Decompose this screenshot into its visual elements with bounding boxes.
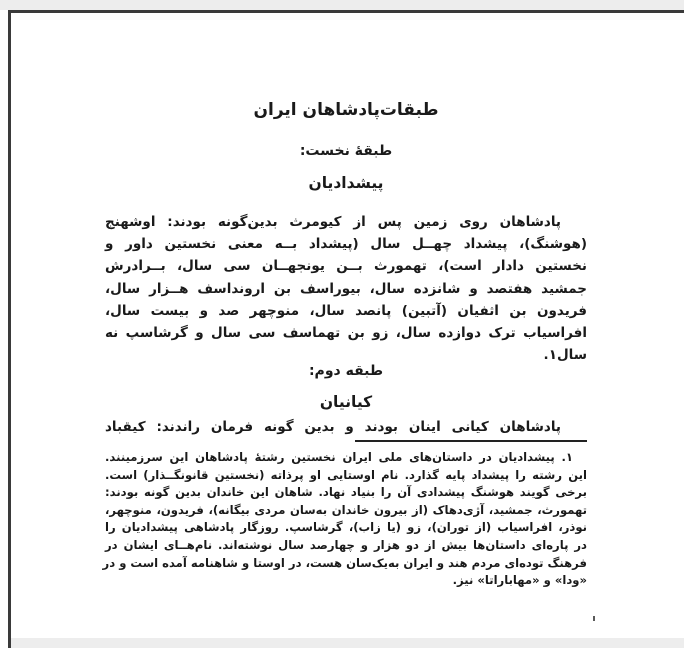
scan-artifact-dot	[593, 616, 595, 621]
footnote-line: برخی گویند هوشنگ پیشدادی آن را بنیاد نهاد. شاهان این خاندان بدین گونه بودند:	[105, 485, 587, 500]
paragraph-line: (هوشنگ)، پیشداد چهــل سال (پیشداد بــه معنی نخستین داور و	[105, 236, 587, 253]
footnote-line: فرهنگ توده‌ای مردم هند و ایران به‌یک‌سان هست، در اوستا و شاهنامه آمده است و در	[102, 555, 587, 570]
scan-top-edge-line	[8, 10, 684, 13]
footnote-separator-rule	[355, 440, 587, 442]
footnote-line: نوذر، افراسیاب (از توران)، زو (یا زاب)، گرشاسپ. روزگار پادشاهی پیشدادیان را	[105, 520, 587, 535]
section2-subheading: کیانیان	[319, 393, 373, 411]
footnote-line: ۱. پیشدادیان در داستان‌های ملی ایران نخستین رشتهٔ پادشاهان این سرزمینند.	[105, 450, 573, 464]
paragraph-line: افراسیاب ترک دوازده سال، زو بن تهماسف سی سال و گرشاسپ نه	[105, 325, 587, 342]
section2-paragraph	[105, 416, 587, 438]
footnote-line: در پاره‌ای داستان‌ها بیش از دو هزار و چهارصد سال نوشته‌اند. نام‌هــای ایشان در	[105, 537, 587, 552]
section1-heading: طبقهٔ نخست:	[299, 143, 393, 159]
footnote-line: «ودا» و «مهاباراتا» نیز.	[452, 573, 587, 588]
section1-subheading: پیشدادیان	[308, 174, 384, 192]
paragraph-line: پادشاهان کیانی اینان بودند و بدین گونه فرمان راندند: کیقباد	[105, 419, 561, 435]
paragraph-line: جمشید هفتصد و شانزده سال، بیوراسف بن ارونداسف هــزار سال،	[105, 280, 587, 297]
section1-paragraph	[105, 211, 587, 366]
scan-top-margin	[0, 0, 684, 10]
paragraph-line: پادشاهان روی زمین پس از کیومرث بدین‌گونه بودند: اوشهنج	[105, 214, 561, 230]
paragraph-line-with-footnote-marker: سال۱.	[543, 347, 587, 364]
scan-left-edge-line	[8, 10, 11, 648]
paragraph-line: فریدون بن اثفیان (آتبین) پانصد سال، منوچهر صد و بیست سال،	[105, 302, 587, 319]
footnote-line: تهمورث، جمشید، آژی‌دهاک (از بیرون خاندان به‌سان مردی بیگانه)، فریدون، منوچهر،	[105, 502, 587, 517]
page-title: طبقات‌پادشاهان ایران	[253, 100, 439, 120]
scan-bottom-margin	[11, 638, 684, 648]
footnote-line: این رشته را پیشداد پایه گذارد. نام اوستایی او پرذاته (نخستین قانونگــذار) است.	[105, 467, 587, 482]
section2-heading: طبقه دوم:	[308, 363, 384, 379]
paragraph-line: نخستین دادار است)، تهمورث بــن یونجهــان سی سال، بــرادرش	[105, 258, 587, 275]
footnote-block	[102, 449, 587, 590]
